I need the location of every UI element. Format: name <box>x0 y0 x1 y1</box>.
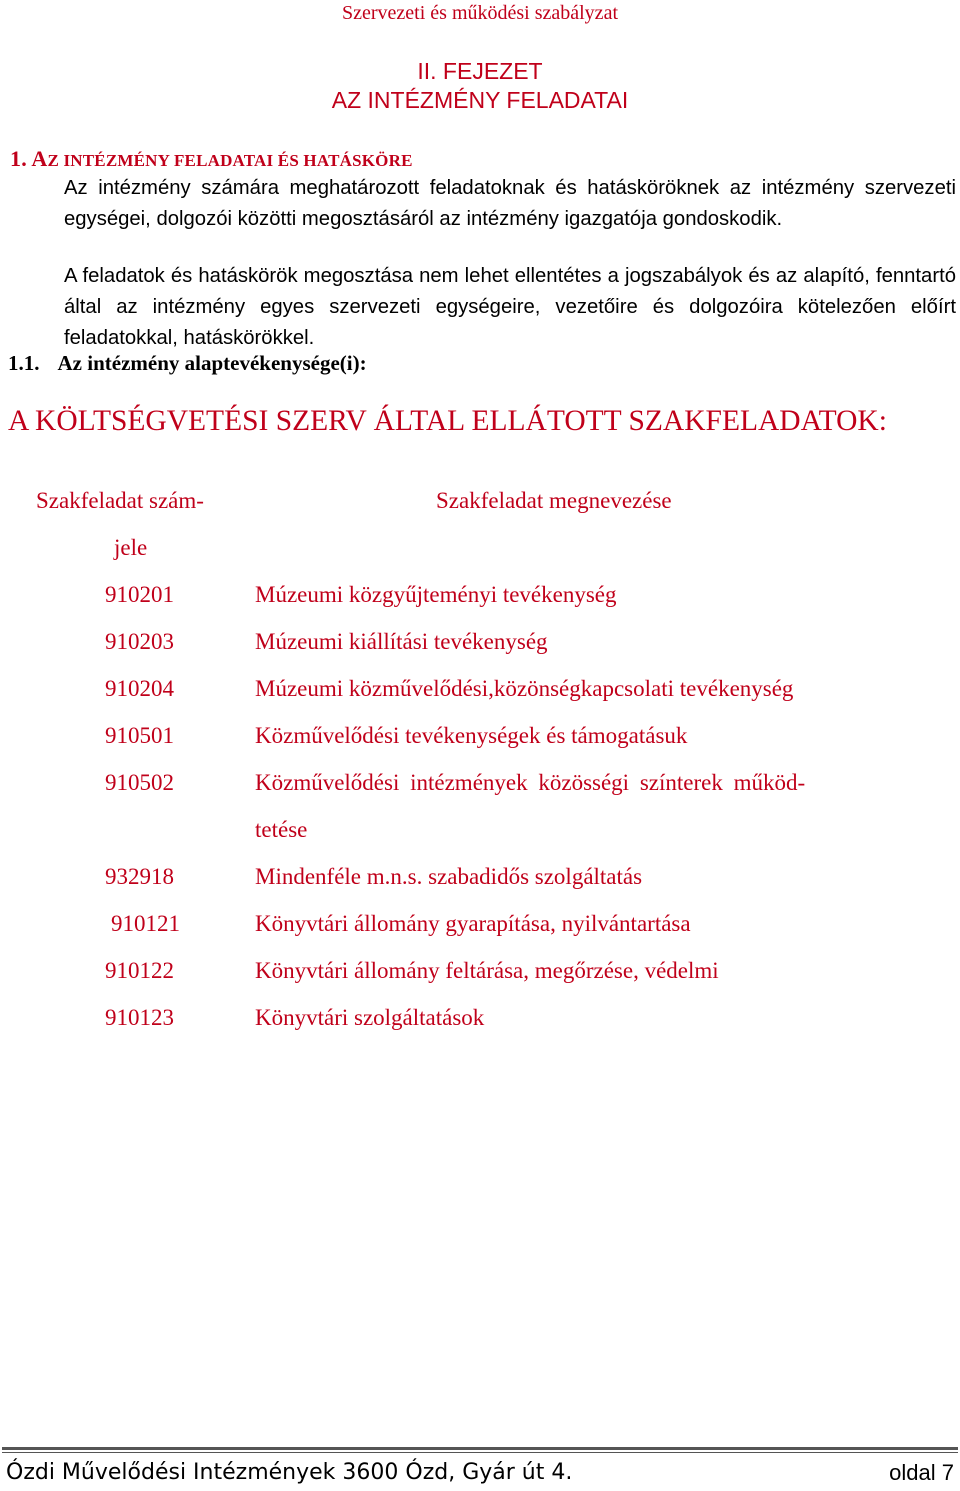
column-header-code-cont: jele <box>114 535 148 560</box>
row-name: Könyvtári állomány gyarapítása, nyilvántartása <box>255 911 691 936</box>
paragraph-2: A feladatok és hatáskörök megosztása nem lehet ellentétes a jogszabályok és az alapító, fenntartó által az intézmény egyes szervezeti egységeire, vezetőire és dolgozóira kötelezően előírt feladatokkal, hatáskörökkel. <box>64 265 956 349</box>
section-number: 1. <box>10 146 32 171</box>
footer-address: Ózdi Művelődési Intézmények 3600 Ózd, Gyár út 4. <box>6 1460 573 1485</box>
chapter-title: AZ INTÉZMÉNY FELADATAI <box>331 87 629 113</box>
row-name: Múzeumi kiállítási tevékenység <box>255 629 548 654</box>
section-first-letter: A <box>31 146 48 171</box>
row-name: Múzeumi közgyűjteményi tevékenység <box>255 582 617 607</box>
paragraph-1: Az intézmény számára meghatározott feladatoknak és hatásköröknek az intézmény szervezeti egységei, dolgozói közötti megosztásáról az intézmény igazgatója gondoskodik. <box>64 177 956 230</box>
column-header-code: Szakfeladat szám- <box>36 488 204 513</box>
footer-divider-thin <box>2 1452 958 1453</box>
row-name-cont: tetése <box>255 817 308 842</box>
row-code: 910121 <box>111 911 180 936</box>
row-code: 910501 <box>105 723 174 748</box>
page-header: Szervezeti és működési szabályzat <box>342 2 618 24</box>
chapter-number: II. FEJEZET <box>417 58 543 84</box>
footer-divider <box>2 1447 958 1450</box>
section-title-rest: Z INTÉZMÉNY FELADATAI ÉS HATÁSKÖRE <box>47 151 413 170</box>
row-name: Közművelődési tevékenységek és támogatásuk <box>255 723 688 748</box>
row-name: Múzeumi közművelődési,közönségkapcsolati tevékenység <box>255 676 794 701</box>
row-code: 910201 <box>105 582 174 607</box>
row-name: Mindenféle m.n.s. szabadidős szolgáltatás <box>255 864 643 889</box>
row-name: Könyvtári szolgáltatások <box>255 1005 485 1030</box>
row-code: 910502 <box>105 770 174 795</box>
row-code: 910122 <box>105 958 174 983</box>
subsection-number: 1.1. <box>8 351 40 375</box>
subsection-heading <box>8 351 367 376</box>
row-code: 932918 <box>105 864 174 889</box>
column-header-name: Szakfeladat megnevezése <box>436 488 672 513</box>
tasks-title: A KÖLTSÉGVETÉSI SZERV ÁLTAL ELLÁTOTT SZAKFELADATOK: <box>8 405 887 437</box>
row-code: 910123 <box>105 1005 174 1030</box>
page-number: oldal 7 <box>889 1460 954 1485</box>
row-code: 910203 <box>105 629 174 654</box>
row-code: 910204 <box>105 676 174 701</box>
subsection-title: Az intézmény alaptevékenysége(i): <box>57 351 367 375</box>
row-name: Könyvtári állomány feltárása, megőrzése, védelmi <box>255 958 719 983</box>
section-heading <box>10 146 413 172</box>
row-name: Közművelődési intézmények közösségi színterek működ- <box>255 770 806 795</box>
